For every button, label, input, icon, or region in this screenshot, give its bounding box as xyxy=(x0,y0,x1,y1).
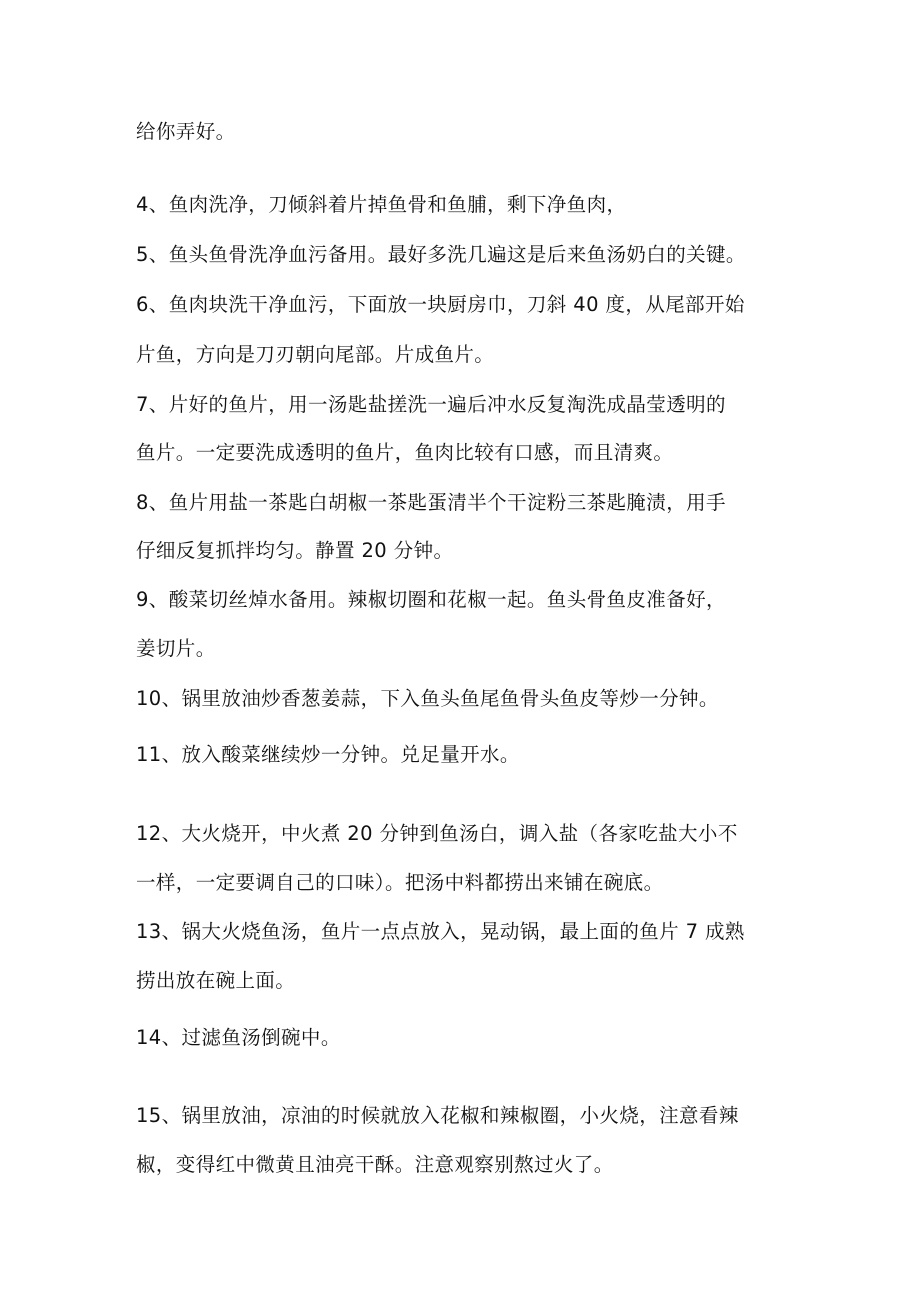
text-line-step-13: 13、锅大火烧鱼汤，鱼片一点点放入，晃动锅，最上面的鱼片 7 成熟 xyxy=(136,920,745,943)
text-line-step-10: 10、锅里放油炒香葱姜蒜，下入鱼头鱼尾鱼骨头鱼皮等炒一分钟。 xyxy=(136,687,719,710)
text-line-step-4: 4、鱼肉洗净，刀倾斜着片掉鱼骨和鱼脯，剩下净鱼肉， xyxy=(136,193,627,216)
text-line-step-8-cont: 仔细反复抓拌均匀。静置 20 分钟。 xyxy=(136,539,454,562)
text-line-step-7: 7、片好的鱼片，用一汤匙盐搓洗一遍后冲水反复淘洗成晶莹透明的 xyxy=(136,393,726,416)
text-line-step-15: 15、锅里放油，凉油的时候就放入花椒和辣椒圈，小火烧，注意看辣 xyxy=(136,1104,739,1127)
text-line-step-9: 9、酸菜切丝焯水备用。辣椒切圈和花椒一起。鱼头骨鱼皮准备好， xyxy=(136,588,726,611)
text-line-step-15-cont: 椒，变得红中微黄且油亮干酥。注意观察别熬过火了。 xyxy=(136,1153,614,1176)
text-line-step-9-cont: 姜切片。 xyxy=(136,637,216,660)
text-line-step-12-cont: 一样，一定要调自己的口味）。把汤中料都捞出来铺在碗底。 xyxy=(136,871,664,894)
text-line-step-12: 12、大火烧开，中火煮 20 分钟到鱼汤白，调入盐（各家吃盐大小不 xyxy=(136,822,738,845)
text-line-intro-end: 给你弄好。 xyxy=(136,120,236,143)
text-line-step-6-cont: 片鱼，方向是刀刃朝向尾部。片成鱼片。 xyxy=(136,343,495,366)
text-line-step-6: 6、鱼肉块洗干净血污，下面放一块厨房巾，刀斜 40 度，从尾部开始 xyxy=(136,293,745,316)
text-line-step-7-cont: 鱼片。一定要洗成透明的鱼片，鱼肉比较有口感，而且清爽。 xyxy=(136,441,674,464)
text-line-step-8: 8、鱼片用盐一茶匙白胡椒一茶匙蛋清半个干淀粉三茶匙腌渍，用手 xyxy=(136,491,726,514)
text-line-step-11: 11、放入酸菜继续炒一分钟。兑足量开水。 xyxy=(136,743,520,766)
text-line-step-13-cont: 捞出放在碗上面。 xyxy=(136,969,296,992)
text-line-step-14: 14、过滤鱼汤倒碗中。 xyxy=(136,1026,341,1049)
text-line-step-5: 5、鱼头鱼骨洗净血污备用。最好多洗几遍这是后来鱼汤奶白的关键。 xyxy=(136,243,746,266)
